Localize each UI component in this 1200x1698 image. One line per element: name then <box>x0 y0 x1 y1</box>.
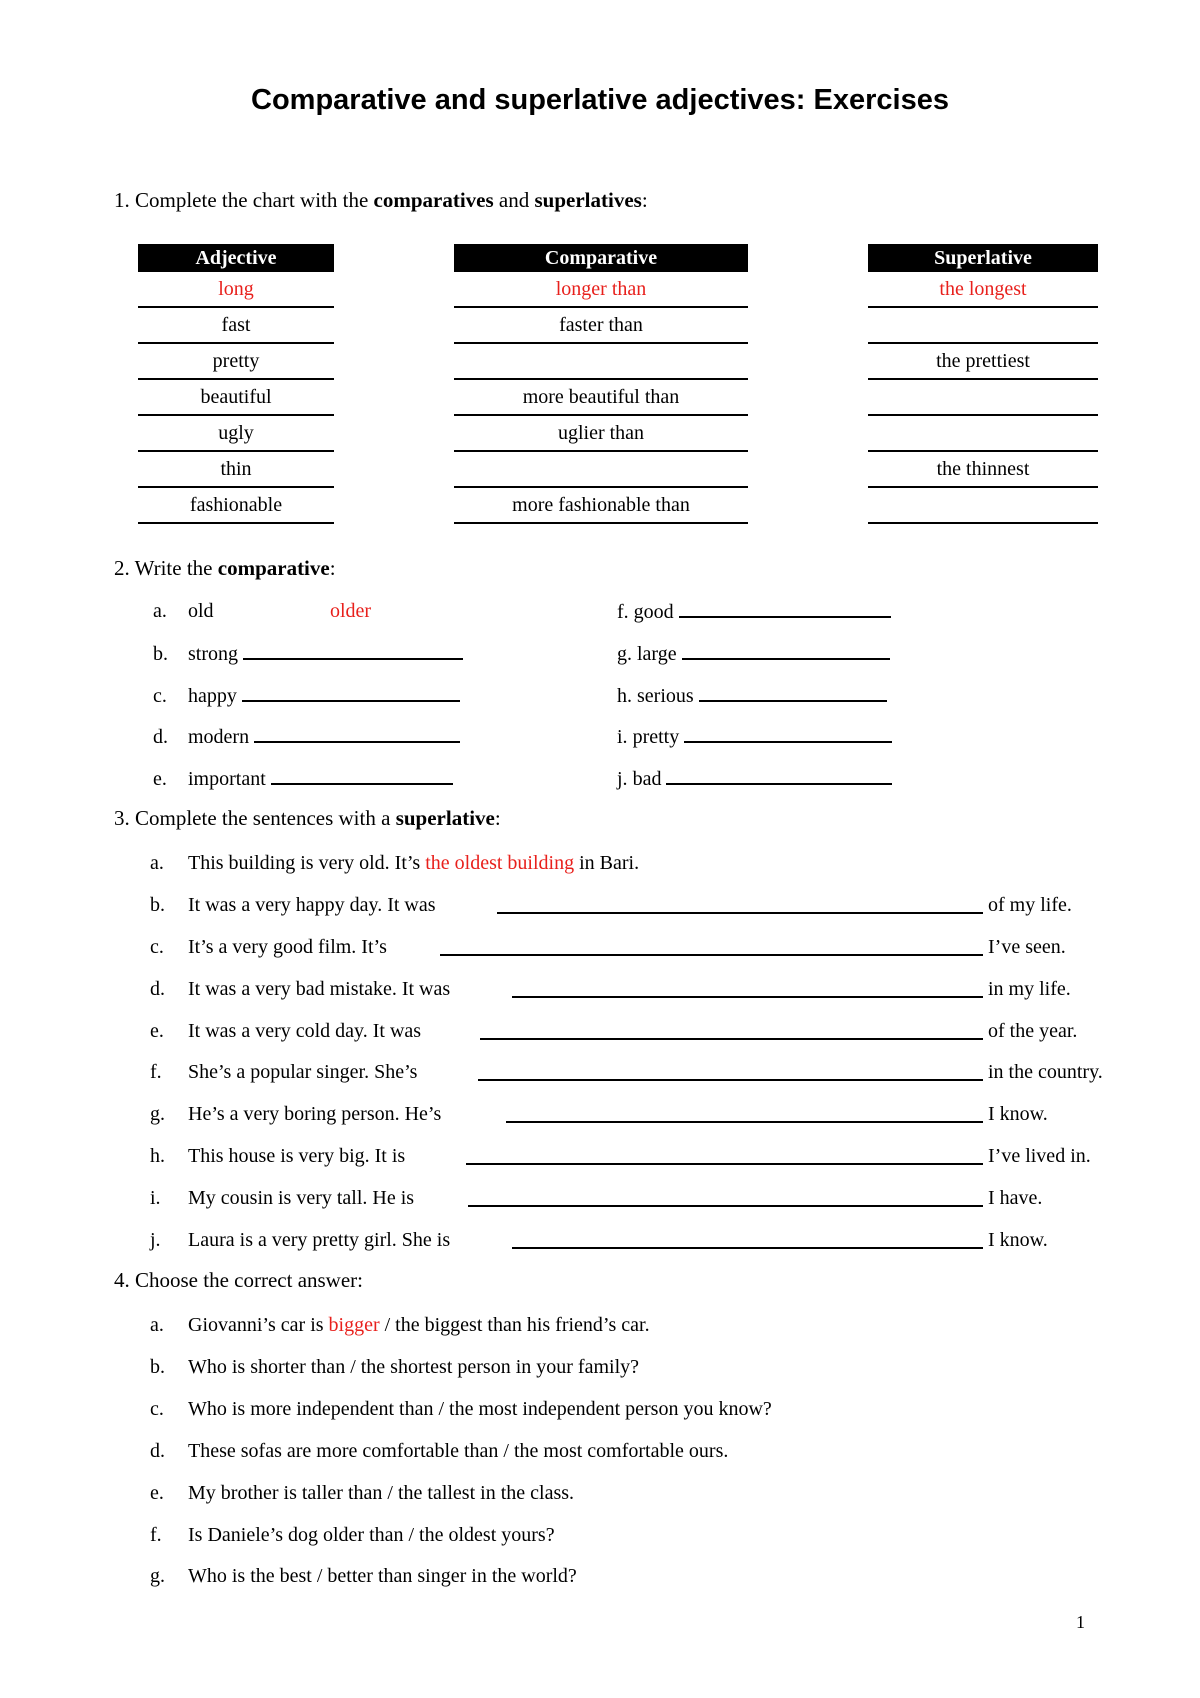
sentence-end: I know. <box>988 1103 1048 1125</box>
ex3-suffix: : <box>494 806 501 830</box>
adjective-cell: long <box>138 272 334 308</box>
item-label: d. <box>150 1440 165 1462</box>
sentence-end: in my life. <box>988 978 1071 1000</box>
superlative-cell: the thinnest <box>868 452 1098 488</box>
sentence-start: It’s a very good film. It’s <box>188 936 387 958</box>
ex3-bold: superlative <box>395 806 495 830</box>
example-answer: older <box>330 600 372 622</box>
answer-blank[interactable] <box>512 1246 983 1249</box>
item-label: f. <box>150 1061 162 1083</box>
item-label: h. <box>150 1145 165 1167</box>
comparative-cell: more fashionable than <box>454 488 748 524</box>
ex2-item <box>617 721 892 751</box>
adjective-cell: fashionable <box>138 488 334 524</box>
ex1-bold-comparatives: comparatives <box>373 188 494 212</box>
answer-blank[interactable] <box>271 763 453 785</box>
ex3-prefix: Complete the sentences with a <box>135 806 391 830</box>
item-word: good <box>633 601 674 623</box>
sentence: Who is more independent than / the most independent person you know? <box>188 1398 772 1420</box>
sentence-end: I’ve lived in. <box>988 1145 1091 1167</box>
item-label: j. <box>150 1229 161 1251</box>
item-label: g. <box>150 1103 165 1125</box>
ex1-suffix: : <box>641 188 648 212</box>
answer-blank[interactable] <box>254 721 460 743</box>
sentence-end: in the country. <box>988 1061 1103 1083</box>
item-word: happy <box>188 685 237 707</box>
page-title: Comparative and superlative adjectives: Exercises <box>251 84 949 116</box>
item-word: important <box>188 768 266 790</box>
sentence-start: She’s a popular singer. She’s <box>188 1061 418 1083</box>
item-word: old <box>188 600 214 622</box>
ex2-suffix: : <box>329 556 336 580</box>
adjective-cell: thin <box>138 452 334 488</box>
ex2-item <box>153 763 453 793</box>
ex2-bold: comparative <box>217 556 330 580</box>
answer-blank[interactable] <box>478 1078 983 1081</box>
item-label: e. <box>150 1020 164 1042</box>
item-label: a. <box>150 852 164 874</box>
superlative-cell: the prettiest <box>868 344 1098 380</box>
adjective-cell: fast <box>138 308 334 344</box>
superlative-cell-blank[interactable] <box>868 416 1098 452</box>
item-word: large <box>637 643 677 665</box>
page-number: 1 <box>1076 1612 1085 1632</box>
item-label: c. <box>153 685 167 707</box>
item-label: g. <box>617 643 632 665</box>
item-word: strong <box>188 643 238 665</box>
item-label: f. <box>150 1524 162 1546</box>
item-word: modern <box>188 726 250 748</box>
comparative-cell-blank[interactable] <box>454 344 748 380</box>
exercise-2-heading <box>114 556 336 581</box>
sentence-start: It was a very bad mistake. It was <box>188 978 451 1000</box>
item-label: i. <box>150 1187 161 1209</box>
comparative-cell: more beautiful than <box>454 380 748 416</box>
exercise-1-heading <box>114 188 648 213</box>
item-label: j. <box>617 768 628 790</box>
comparative-column <box>454 244 748 524</box>
item-label: i. <box>617 726 628 748</box>
answer-blank[interactable] <box>679 596 891 618</box>
adjective-cell: ugly <box>138 416 334 452</box>
adjective-header: Adjective <box>138 244 334 272</box>
example-before: Giovanni’s car is <box>188 1314 324 1336</box>
exercise-4-heading: 4. Choose the correct answer: <box>114 1268 363 1292</box>
answer-blank[interactable] <box>497 911 983 914</box>
ex2-item <box>617 638 890 668</box>
sentence-end: of the year. <box>988 1020 1078 1042</box>
superlative-header: Superlative <box>868 244 1098 272</box>
ex3-number: 3. <box>114 806 130 830</box>
answer-blank[interactable] <box>440 953 983 956</box>
ex1-bold-superlatives: superlatives <box>534 188 642 212</box>
item-word: bad <box>632 768 662 790</box>
ex2-item <box>153 721 460 751</box>
answer-blank[interactable] <box>682 638 890 660</box>
ex2-item <box>153 596 372 626</box>
example-before: This building is very old. It’s <box>188 852 421 874</box>
ex1-mid: and <box>498 188 530 212</box>
comparative-cell: faster than <box>454 308 748 344</box>
item-label: g. <box>150 1565 165 1587</box>
ex2-item <box>617 763 892 793</box>
item-label: b. <box>150 1356 165 1378</box>
ex2-number: 2. <box>114 556 130 580</box>
item-label: f. <box>617 601 629 623</box>
superlative-cell-blank[interactable] <box>868 488 1098 524</box>
superlative-column <box>868 244 1098 524</box>
sentence-start: My cousin is very tall. He is <box>188 1187 415 1209</box>
sentence-start: He’s a very boring person. He’s <box>188 1103 442 1125</box>
item-label: d. <box>150 978 165 1000</box>
superlative-cell: the longest <box>868 272 1098 308</box>
answer-blank[interactable] <box>506 1120 983 1123</box>
item-label: c. <box>150 936 164 958</box>
sentence-end: I have. <box>988 1187 1043 1209</box>
exercise-3-heading <box>114 806 501 831</box>
item-word: serious <box>637 685 694 707</box>
adjective-column <box>138 244 334 524</box>
answer-blank[interactable] <box>242 680 460 702</box>
sentence-start: This house is very big. It is <box>188 1145 406 1167</box>
item-label: e. <box>150 1482 164 1504</box>
example-after: in Bari. <box>579 852 640 874</box>
answer-blank[interactable] <box>512 995 983 998</box>
item-label: a. <box>153 600 167 622</box>
item-word: pretty <box>632 726 680 748</box>
sentence: These sofas are more comfortable than / the most comfortable ours. <box>188 1440 729 1462</box>
item-label: b. <box>150 894 165 916</box>
item-label: h. <box>617 685 632 707</box>
sentence-start: It was a very happy day. It was <box>188 894 436 916</box>
sentence-end: I’ve seen. <box>988 936 1066 958</box>
example-answer: the oldest building <box>425 852 575 874</box>
answer-blank[interactable] <box>684 721 892 743</box>
answer-blank[interactable] <box>243 638 463 660</box>
answer-blank[interactable] <box>466 1162 983 1165</box>
adjective-cell: beautiful <box>138 380 334 416</box>
superlative-cell-blank[interactable] <box>868 308 1098 344</box>
item-label: c. <box>150 1398 164 1420</box>
sentence-end: of my life. <box>988 894 1072 916</box>
sentence: Is Daniele’s dog older than / the oldest yours? <box>188 1524 555 1546</box>
ex2-prefix: Write the <box>134 556 213 580</box>
comparative-cell: longer than <box>454 272 748 308</box>
sentence: Who is the best / better than singer in the world? <box>188 1565 577 1587</box>
item-label: b. <box>153 643 168 665</box>
sentence-end: I know. <box>988 1229 1048 1251</box>
answer-blank[interactable] <box>666 763 892 785</box>
sentence: My brother is taller than / the tallest in the class. <box>188 1482 575 1504</box>
comparative-cell-blank[interactable] <box>454 452 748 488</box>
superlative-cell-blank[interactable] <box>868 380 1098 416</box>
adjective-cell: pretty <box>138 344 334 380</box>
sentence: Who is shorter than / the shortest person in your family? <box>188 1356 640 1378</box>
example-after: / the biggest than his friend’s car. <box>384 1314 650 1336</box>
item-label: e. <box>153 768 167 790</box>
answer-blank[interactable] <box>480 1037 983 1040</box>
comparative-cell: uglier than <box>454 416 748 452</box>
ex2-item <box>617 680 887 710</box>
ex2-item <box>153 638 463 668</box>
ex2-item <box>153 680 460 710</box>
example-answer: bigger <box>328 1314 380 1336</box>
answer-blank[interactable] <box>468 1204 983 1207</box>
item-label: d. <box>153 726 168 748</box>
comparative-header: Comparative <box>454 244 748 272</box>
item-label: a. <box>150 1314 164 1336</box>
answer-blank[interactable] <box>699 680 887 702</box>
ex1-number: 1. <box>114 188 130 212</box>
sentence-start: Laura is a very pretty girl. She is <box>188 1229 451 1251</box>
sentence-start: It was a very cold day. It was <box>188 1020 422 1042</box>
ex1-prefix: Complete the chart with the <box>135 188 369 212</box>
ex2-item <box>617 596 891 626</box>
